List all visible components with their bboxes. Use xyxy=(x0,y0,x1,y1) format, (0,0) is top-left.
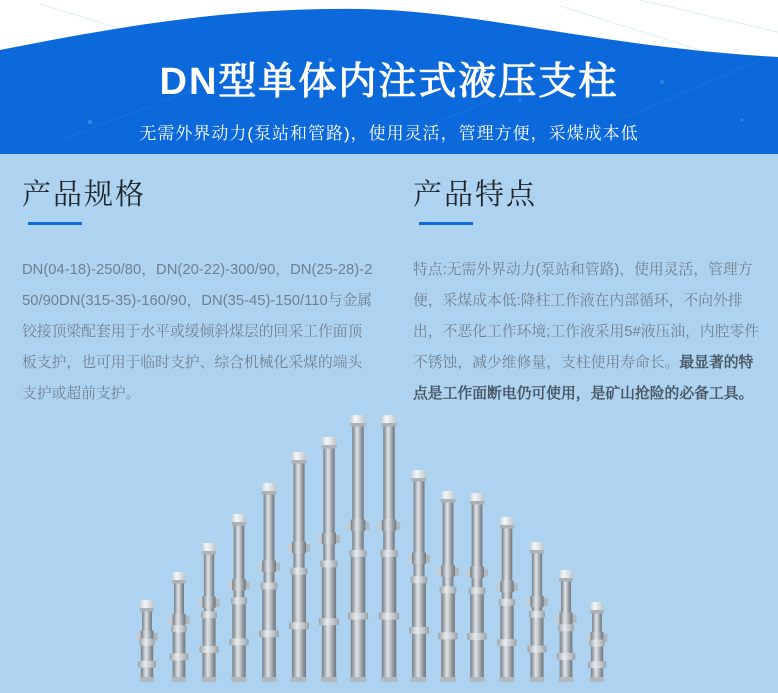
specs-heading-underline xyxy=(28,222,82,225)
section-specs xyxy=(22,178,374,410)
hydraulic-prop xyxy=(587,602,608,682)
features-emphasis-text: 最显著的特点是工作面断电仍可使用，是矿山抢险的必备工具。 xyxy=(413,355,754,402)
features-paragraph xyxy=(413,255,765,410)
features-heading: 产品特点 xyxy=(413,179,538,211)
specs-text: DN(04-18)-250/80，DN(20-22)-300/90，DN(25-28)-250/90DN(315-35)-160/90，DN(35-45)-150/110与金属铰接顶梁配套用于水平或缓倾斜煤层的回采工作面顶板支护，也可用于临时支护、综合机械化采煤的端头支护或超前支护。 xyxy=(22,262,373,402)
hydraulic-prop xyxy=(288,452,310,682)
hydraulic-prop xyxy=(408,470,430,682)
hydraulic-prop xyxy=(228,514,250,682)
hero-banner xyxy=(0,0,778,154)
specs-heading: 产品规格 xyxy=(22,179,147,211)
hydraulic-prop xyxy=(168,572,189,682)
hydraulic-prop xyxy=(137,600,158,682)
hydraulic-prop xyxy=(318,437,340,682)
hydraulic-prop xyxy=(198,543,219,682)
hydraulic-prop xyxy=(555,570,576,682)
product-photo xyxy=(0,390,778,693)
hydraulic-prop xyxy=(378,415,401,682)
hydraulic-prop xyxy=(496,517,518,682)
features-text: 特点:无需外界动力(泵站和管路)，使用灵活，管理方便，采煤成本低:降柱工作液在内部循环，不向外排出，不恶化工作环境;工作液采用5#液压油，内腔零件不锈蚀，减少维修量，支柱使用寿命长。 xyxy=(413,262,760,371)
hydraulic-prop xyxy=(258,483,280,682)
hydraulic-prop xyxy=(526,542,547,682)
product-photo-svg xyxy=(0,390,778,693)
features-heading-underline xyxy=(419,222,473,225)
hydraulic-prop xyxy=(347,415,370,682)
hydraulic-prop xyxy=(437,491,459,682)
section-features xyxy=(413,178,765,410)
content-area xyxy=(0,154,778,693)
page-subtitle: 无需外界动力(泵站和管路)，使用灵活，管理方便，采煤成本低 xyxy=(139,124,639,143)
hydraulic-prop xyxy=(466,493,488,682)
page-title: DN型单体内注式液压支柱 xyxy=(159,61,619,103)
specs-paragraph xyxy=(22,255,374,410)
